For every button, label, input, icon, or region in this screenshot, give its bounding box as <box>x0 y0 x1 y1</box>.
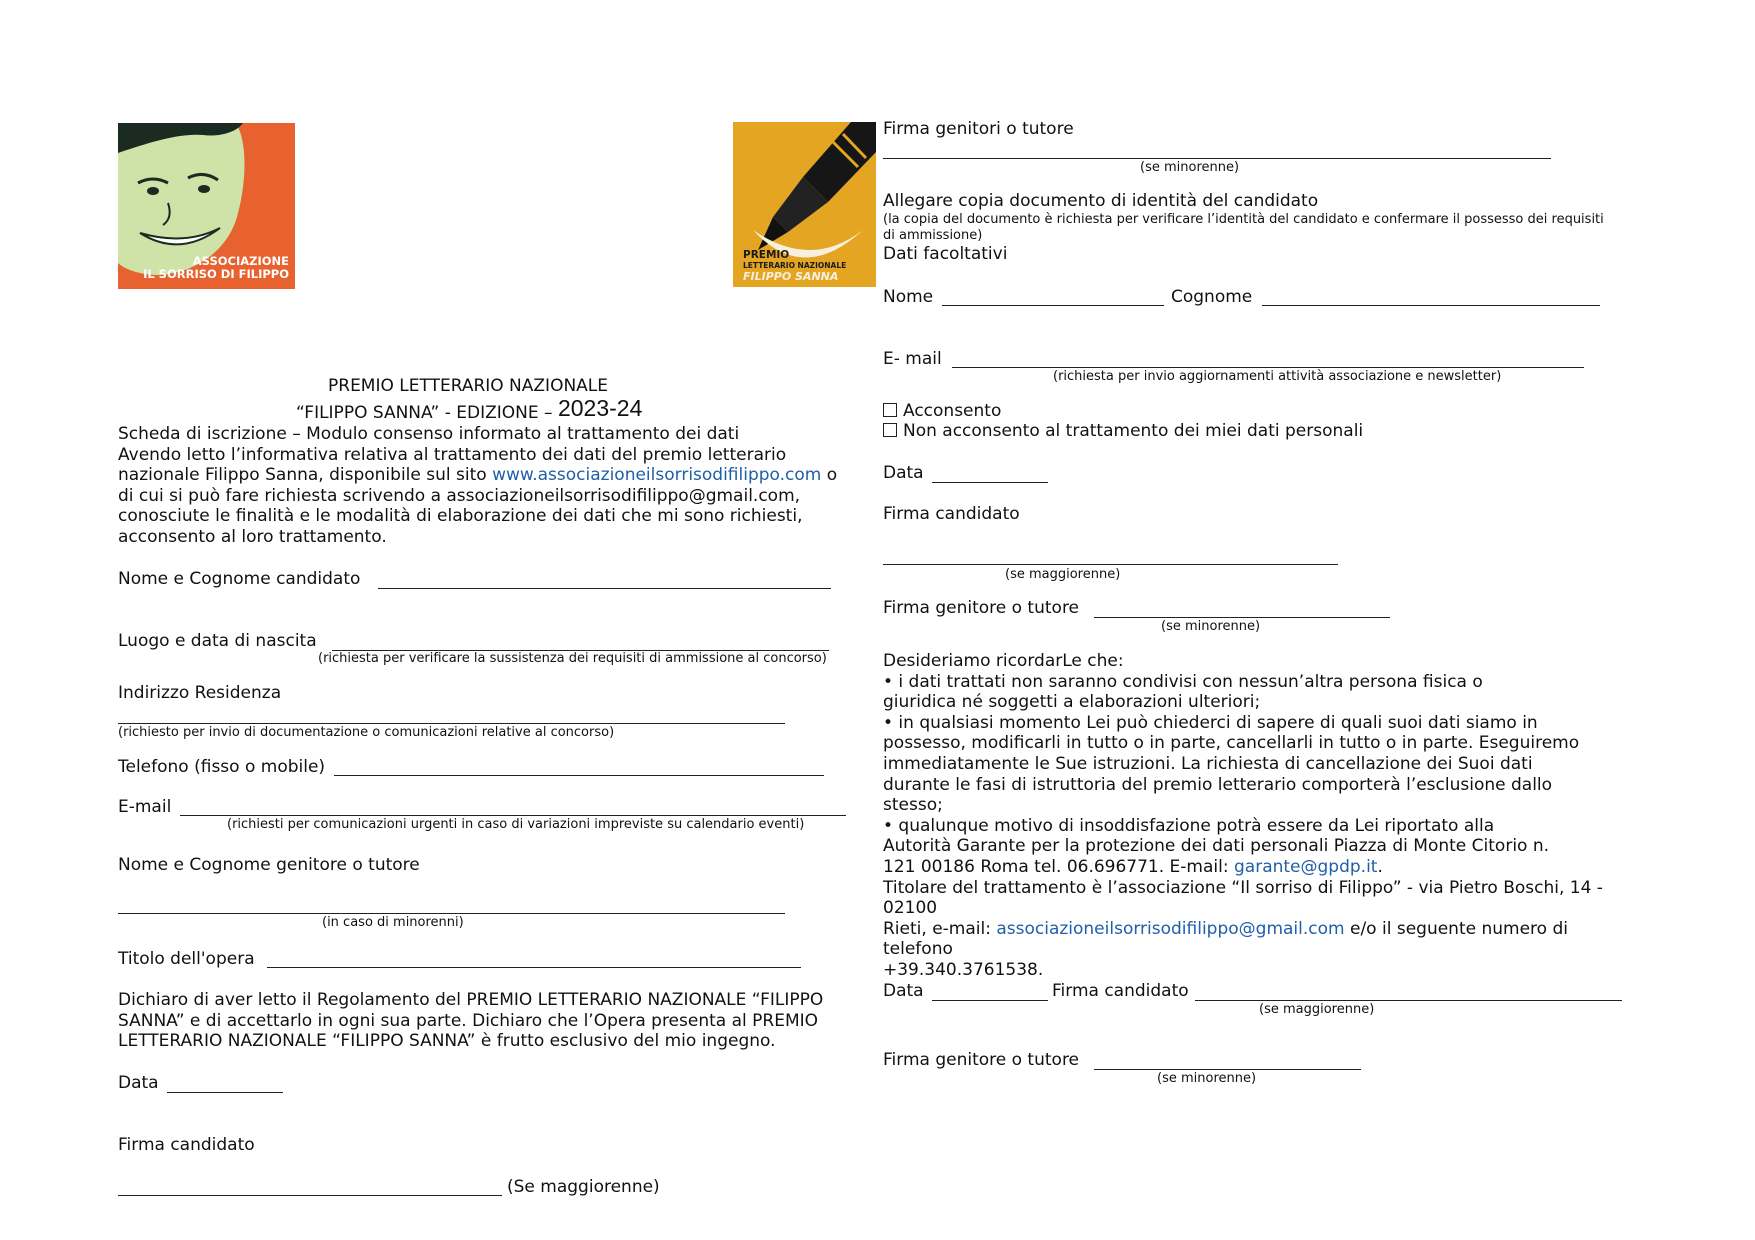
declaration-line: SANNA” e di accettarlo in ogni sua parte. Dichiaro che l’Opera presenta al PREMIO <box>118 1010 819 1031</box>
final-sign-label: Firma candidato <box>1052 981 1189 1001</box>
optional-guardian-minor-note: (se minorenne) <box>1161 619 1261 634</box>
optional-date-label: Data <box>883 463 924 483</box>
work-title-label: Titolo dell'opera <box>118 949 255 969</box>
intro-line: Avendo letto l’informativa relativa al trattamento dei dati del premio letterario <box>118 444 787 465</box>
final-adult-note: (se maggiorenne) <box>1259 1002 1375 1017</box>
optional-guardian-sign-label: Firma genitore o tutore <box>883 598 1080 618</box>
email-note: (richiesti per comunicazioni urgenti in caso di variazioni impreviste su calendario eventi) <box>227 817 805 832</box>
work-title-field[interactable] <box>267 967 801 968</box>
declaration-paragraph <box>118 990 823 1052</box>
reminder-line: stesso; <box>883 795 943 816</box>
address-note: (richiesto per invio di documentazione o comunicazioni relative al concorso) <box>118 725 615 740</box>
declaration-line: LETTERARIO NAZIONALE “FILIPPO SANNA” è frutto esclusivo del mio ingegno. <box>118 1031 776 1052</box>
final-guardian-field[interactable] <box>1094 1069 1361 1070</box>
intro-line: nazionale Filippo Sanna, disponibile sul sito www.associazioneilsorrisodifilippo.com o <box>118 465 838 486</box>
attach-note-line2: di ammissione) <box>883 228 983 243</box>
date-field[interactable] <box>167 1092 283 1093</box>
holder-email-link[interactable]: associazioneilsorrisodifilippo@gmail.com <box>996 918 1345 939</box>
form-title: PREMIO LETTERARIO NAZIONALE <box>328 376 609 396</box>
candidate-name-label: Nome e Cognome candidato <box>118 569 361 589</box>
reminder-line: • qualunque motivo di insoddisfazione potrà essere da Lei riportato alla <box>883 815 1495 836</box>
reminder-line: • i dati trattati non saranno condivisi con nessun’altra persona fisica o <box>883 671 1483 692</box>
holder-line: Titolare del trattamento è l’associazione “Il sorriso di Filippo” - via Pietro Boschi, 14 - <box>883 877 1603 898</box>
holder-phone: +39.340.3761538. <box>883 959 1044 980</box>
date-label: Data <box>118 1073 159 1093</box>
holder-line: telefono <box>883 939 953 960</box>
holder-line: 02100 <box>883 898 938 919</box>
optional-sign-field[interactable] <box>883 564 1338 565</box>
no-consent-option[interactable] <box>883 421 1363 442</box>
guardian-name-field[interactable] <box>118 913 785 914</box>
phone-field[interactable] <box>334 775 824 776</box>
edition-label: “FILIPPO SANNA” - EDIZIONE – <box>296 403 553 423</box>
optional-name-field[interactable] <box>942 305 1164 306</box>
final-date-label: Data <box>883 981 924 1001</box>
phone-label: Telefono (fisso o mobile) <box>118 757 326 777</box>
optional-surname-field[interactable] <box>1262 305 1600 306</box>
association-logo <box>118 123 295 289</box>
prize-logo-line2: LETTERARIO NAZIONALE <box>743 261 847 270</box>
form-subtitle <box>296 395 643 424</box>
guardian-name-label: Nome e Cognome genitore o tutore <box>118 855 420 875</box>
no-consent-checkbox[interactable] <box>883 423 897 437</box>
intro-line: acconsento al loro trattamento. <box>118 526 387 547</box>
optional-surname-label: Cognome <box>1171 287 1253 307</box>
reminder-line: possesso, modificarli in tutto o in parte, cancellarli in tutto o in parte. Eseguiremo <box>883 733 1580 754</box>
holder-line: Rieti, e-mail: associazioneilsorrisodifilippo@gmail.com e/o il seguente numero di <box>883 918 1568 939</box>
garante-email-link[interactable]: garante@gpdp.it <box>1234 856 1378 877</box>
adult-note: (Se maggiorenne) <box>507 1177 660 1197</box>
reminder-line: Autorità Garante per la protezione dei dati personali Piazza di Monte Citorio n. <box>883 836 1550 857</box>
address-label: Indirizzo Residenza <box>118 683 282 703</box>
association-website-link[interactable]: www.associazioneilsorrisodifilippo.com <box>492 465 822 486</box>
candidate-sign-label: Firma candidato <box>118 1135 255 1155</box>
consent-checkbox[interactable] <box>883 403 897 417</box>
final-sign-field[interactable] <box>1195 1000 1622 1001</box>
reminder-title: Desideriamo ricordarLe che: <box>883 651 1124 671</box>
prize-logo-line1: PREMIO <box>743 249 790 261</box>
final-guardian-label: Firma genitore o tutore <box>883 1050 1080 1070</box>
optional-email-label: E- mail <box>883 349 942 369</box>
optional-sign-label: Firma candidato <box>883 504 1020 524</box>
guardian-note: (in caso di minorenni) <box>322 915 464 930</box>
minor-note: (se minorenne) <box>1140 160 1240 175</box>
optional-guardian-sign-field[interactable] <box>1094 617 1390 618</box>
reminder-line: immediatamente le Sue istruzioni. La richiesta di cancellazione dei Suoi dati <box>883 753 1533 774</box>
consent-option[interactable] <box>883 401 1001 422</box>
intro-line: conosciute le finalità e le modalità di elaborazione dei dati che mi sono richiesti, <box>118 506 803 527</box>
birth-note: (richiesta per verificare la sussistenza dei requisiti di ammissione al concorso) <box>318 651 827 666</box>
parents-sign-label: Firma genitori o tutore <box>883 119 1074 139</box>
attach-note-line1: (la copia del documento è richiesta per verificare l’identità del candidato e confermare il possesso dei requisiti <box>883 212 1604 227</box>
candidate-name-field[interactable] <box>378 588 831 589</box>
declaration-line: Dichiaro di aver letto il Regolamento del PREMIO LETTERARIO NAZIONALE “FILIPPO <box>118 990 824 1010</box>
email-field[interactable] <box>180 815 846 816</box>
prize-logo <box>733 122 876 287</box>
logo-text-line2: IL SORRISO DI FILIPPO <box>143 267 289 281</box>
no-consent-label: Non acconsento al trattamento dei miei dati personali <box>903 421 1364 441</box>
reminder-line: • in qualsiasi momento Lei può chiederci di sapere di quali suoi dati siamo in <box>883 712 1538 733</box>
intro-line: di cui si può fare richiesta scrivendo a associazioneilsorrisodifilippo@gmail.com, <box>118 485 801 506</box>
final-date-field[interactable] <box>932 1000 1048 1001</box>
parents-sign-field[interactable] <box>883 158 1551 159</box>
birth-label: Luogo e data di nascita <box>118 631 317 651</box>
optional-email-field[interactable] <box>952 367 1584 368</box>
optional-name-label: Nome <box>883 287 934 307</box>
intro-line: Scheda di iscrizione – Modulo consenso informato al trattamento dei dati <box>118 424 740 444</box>
email-label: E-mail <box>118 797 172 817</box>
edition-year: 2023-24 <box>557 395 643 421</box>
optional-adult-note: (se maggiorenne) <box>1005 567 1121 582</box>
privacy-reminder <box>883 651 1603 981</box>
optional-email-note: (richiesta per invio aggiornamenti attività associazione e newsletter) <box>1053 369 1502 384</box>
final-minor-note: (se minorenne) <box>1157 1071 1257 1086</box>
optional-date-field[interactable] <box>932 482 1048 483</box>
candidate-sign-field[interactable] <box>118 1195 502 1196</box>
reminder-line: durante le fasi di istruttoria del premio letterario comporterà l’esclusione dallo <box>883 774 1553 795</box>
prize-logo-line3: FILIPPO SANNA <box>743 270 839 283</box>
consent-label: Acconsento <box>903 401 1002 421</box>
attach-title: Allegare copia documento di identità del candidato <box>883 191 1319 211</box>
reminder-line: 121 00186 Roma tel. 06.696771. E-mail: garante@gpdp.it. <box>883 856 1383 877</box>
logo-text-line1: ASSOCIAZIONE <box>192 254 289 268</box>
reminder-line: giuridica né soggetti a elaborazioni ulteriori; <box>883 692 1261 713</box>
optional-title: Dati facoltativi <box>883 244 1008 264</box>
address-field[interactable] <box>118 723 785 724</box>
intro-paragraph <box>118 424 837 548</box>
